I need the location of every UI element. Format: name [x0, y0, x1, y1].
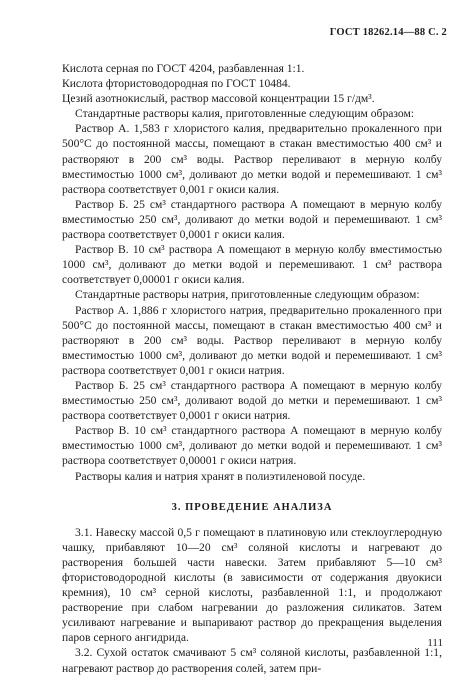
- paragraph: Кислота фтористоводородная по ГОСТ 10484.: [62, 77, 291, 91]
- paragraph: Раствор Б. 25 см³ стандартного раствора А помещают в мерную колбу вместимостью 250 см³, доливают водой до метки и перемешивают. 1 см³ раствора соответствует 0,0001 г окиси натрия.: [62, 378, 442, 423]
- document-body: [62, 61, 442, 676]
- paragraph: Кислота серная по ГОСТ 4204, разбавленная 1:1.: [62, 62, 305, 75]
- paragraph: 3.2. Сухой остаток смачивают 5 см³ соляной кислоты, разбавленной 1:1, нагревают раствор до растворения солей, затем при-: [62, 646, 442, 675]
- paragraph: Раствор В. 10 см³ раствора А помещают в мерную колбу вместимостью 1000 см³, доливают до метки водой и перемешивают. 1 см³ раствора соответствует 0,00001 г окиси калия.: [62, 243, 442, 287]
- paragraph: Стандартные растворы калия, приготовленные следующим образом:: [75, 107, 415, 121]
- paragraph: Раствор В. 10 см³ стандартного раствора А помещают в мерную колбу вместимостью 1000 см³, доливают до метки водой и перемешивают. 1 см³ раствора соответствует 0,00001 г окиси натрия.: [62, 424, 442, 468]
- paragraph: Цезий азотнокислый, раствор массовой концентрации 15 г/дм³.: [62, 92, 375, 106]
- section-title: 3. ПРОВЕДЕНИЕ АНАЛИЗА: [171, 501, 333, 513]
- paragraph: Стандартные растворы натрия, приготовленные следующим образом:: [75, 288, 420, 302]
- paragraph: 3.1. Навеску массой 0,5 г помещают в платиновую или стеклоуглеродную чашку, прибавляют 10—20 см³ соляной кислоты и нагревают до растворения большей части навески. Затем прибавляют 5—10 см³ фтористоводородной кислоты (в зависимости от содержания двуокиси кремния), 10 см³ серной кислоты, разбавленной 1:1, и продолжают растворение при слабом нагревании до разложения силикатов. Затем усиливают нагревание и выпаривают раствор до прекращения выделения паров серного ангидрида.: [62, 525, 442, 645]
- paragraph: Раствор А. 1,583 г хлористого калия, предварительно прокаленного при 500°С до постоянной массы, помещают в стакан вместимостью 400 см³ и растворяют в 200 см³ воды. Раствор переливают в мерную колбу вместимостью 1000 см³, доливают до метки водой и перемешивают. 1 см³ раствора соответствует 0,001 г окиси калия.: [62, 122, 442, 196]
- page-number: 111: [427, 637, 443, 649]
- paragraph: Раствор А. 1,886 г хлористого натрия, предварительно прокаленного при 500°С до постоянной массы, помещают в стакан вместимостью 400 см³ и растворяют в 200 см³ воды. Раствор переливают в мерную колбу вместимостью 1000 см³, доливают до метки водой и перемешивают. 1 см³ раствора соответствует 0,001 г окиси натрия.: [62, 303, 442, 377]
- paragraph: Раствор Б. 25 см³ стандартного раствора А помещают в мерную колбу вместимостью 250 см³, доливают до метки водой и перемешивают. 1 см³ раствора соответствует 0,0001 г окиси калия.: [62, 197, 442, 242]
- paragraph: Растворы калия и натрия хранят в полиэтиленовой посуде.: [75, 469, 366, 483]
- page-header: ГОСТ 18262.14—88 С. 2: [329, 27, 447, 38]
